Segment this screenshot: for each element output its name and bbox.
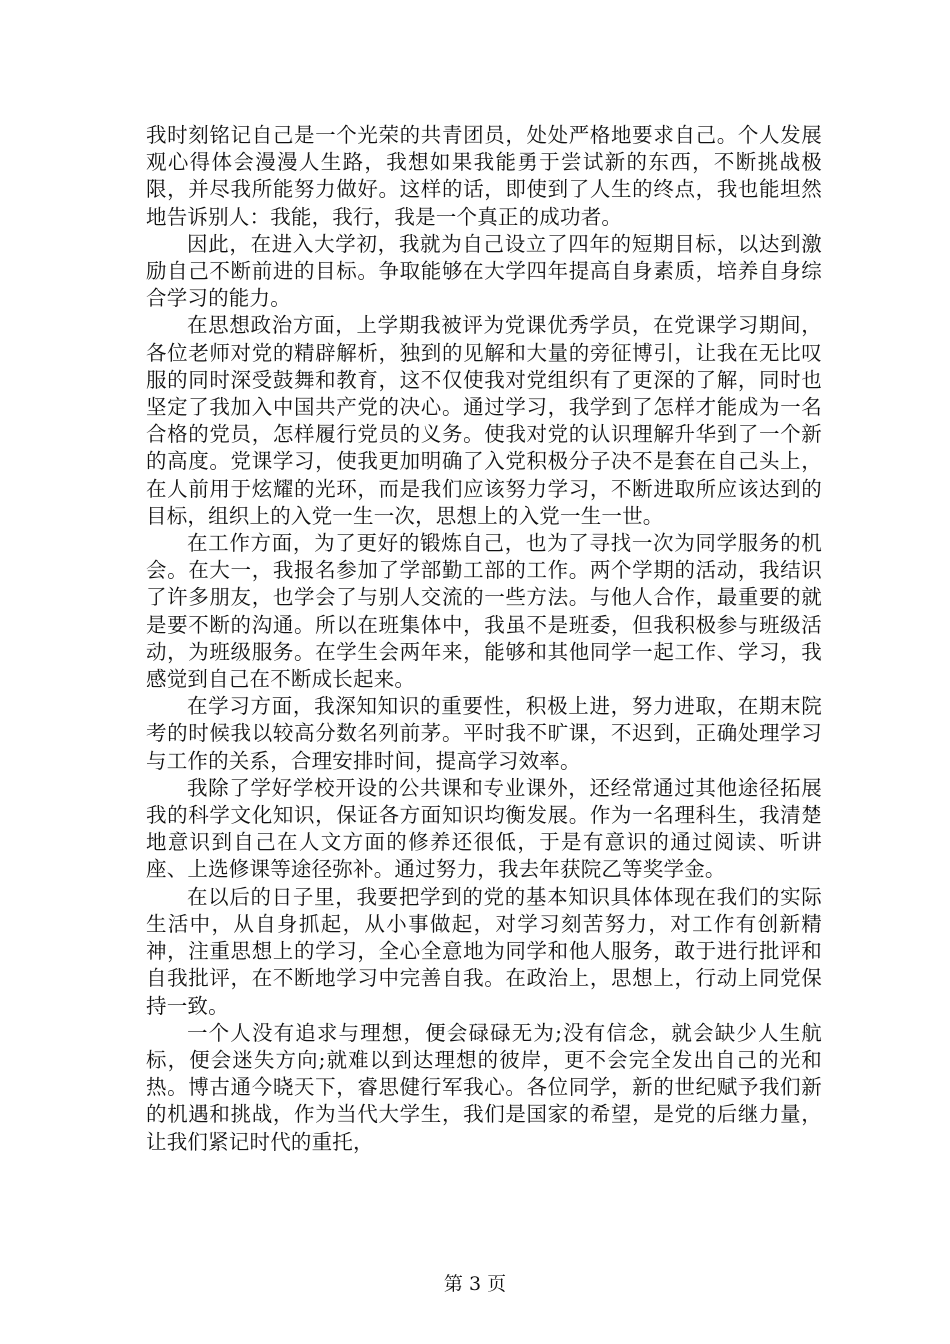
paragraph-1: 我时刻铭记自己是一个光荣的共青团员，处处严格地要求自己。个人发展观心得体会漫漫人生路，我想如果我能勇于尝试新的东西，不断挑战极限，并尽我所能努力做好。这样的话，即使到了人生的终点，我也能坦然地告诉别人：我能，我行，我是一个真正的成功者。 <box>146 123 822 229</box>
paragraph-7: 在以后的日子里，我要把学到的党的基本知识具体体现在我们的实际生活中，从自身抓起，从小事做起，对学习刻苦努力，对工作有创新精神，注重思想上的学习，全心全意地为同学和他人服务，敢于进行批评和自我批评，在不断地学习中完善自我。在政治上，思想上，行动上同党保持一致。 <box>146 884 822 1018</box>
paragraph-8: 一个人没有追求与理想，便会碌碌无为;没有信念，就会缺少人生航标，便会迷失方向;就难以到达理想的彼岸，更不会完全发出自己的光和热。博古通今晓天下，睿思健行军我心。各位同学，新的世纪赋予我们新的机遇和挑战，作为当代大学生，我们是国家的希望，是党的后继力量，让我们紧记时代的重托， <box>146 1020 822 1154</box>
paragraph-2: 因此，在进入大学初，我就为自己设立了四年的短期目标，以达到激励自己不断前进的目标。争取能够在大学四年提高自身素质，培养自身综合学习的能力。 <box>146 231 822 311</box>
document-body <box>146 122 822 1156</box>
paragraph-3: 在思想政治方面，上学期我被评为党课优秀学员，在党课学习期间，各位老师对党的精辟解析，独到的见解和大量的旁征博引，让我在无比叹服的同时深受鼓舞和教育，这不仅使我对党组织有了更深的了解，同时也坚定了我加入中国共产党的决心。通过学习，我学到了怎样才能成为一名合格的党员，怎样履行党员的义务。使我对党的认识理解升华到了一个新的高度。党课学习，使我更加明确了入党积极分子决不是套在自己头上，在人前用于炫耀的光环，而是我们应该努力学习，不断进取所应该达到的目标，组织上的入党一生一次，思想上的入党一生一世。 <box>146 313 822 528</box>
paragraph-4: 在工作方面，为了更好的锻炼自己，也为了寻找一次为同学服务的机会。在大一，我报名参加了学部勤工部的工作。两个学期的活动，我结识了许多朋友，也学会了与别人交流的一些方法。与他人合作，最重要的就是要不断的沟通。所以在班集体中，我虽不是班委，但我积极参与班级活动，为班级服务。在学生会两年来，能够和其他同学一起工作、学习，我感觉到自己在不断成长起来。 <box>146 531 822 692</box>
paragraph-5: 在学习方面，我深知知识的重要性，积极上进，努力进取，在期末院考的时候我以较高分数名列前茅。平时我不旷课，不迟到，正确处理学习与工作的关系，合理安排时间，提高学习效率。 <box>146 694 822 773</box>
page-number-footer: 第 3 页 <box>443 1273 507 1295</box>
paragraph-6: 我除了学好学校开设的公共课和专业课外，还经常通过其他途径拓展我的科学文化知识，保证各方面知识均衡发展。作为一名理科生，我清楚地意识到自己在人文方面的修养还很低，于是有意识的通过阅读、听讲座、上选修课等途径弥补。通过努力，我去年获院乙等奖学金。 <box>146 775 822 882</box>
